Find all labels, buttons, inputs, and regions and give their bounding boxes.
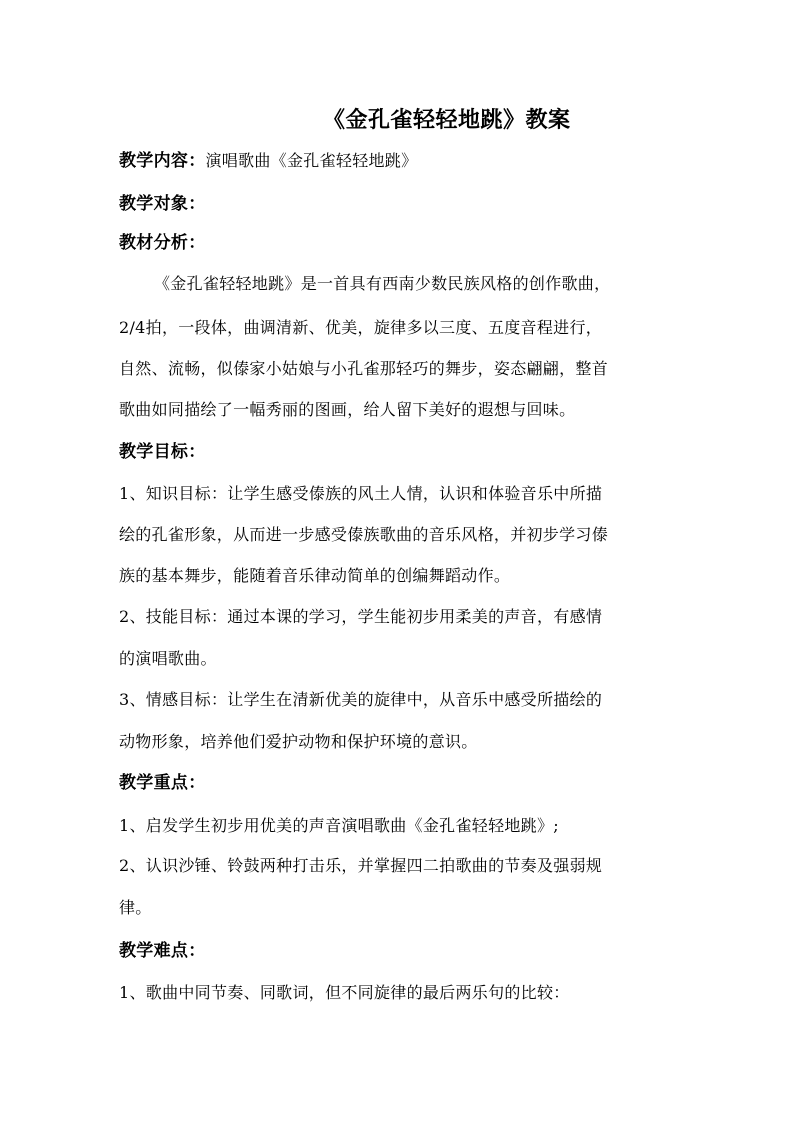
document-title: 《金孔雀轻轻地跳》教案 xyxy=(323,107,571,133)
difficulties-heading: 教学难点： xyxy=(119,941,206,961)
analysis-line: 2/4拍，一段体，曲调清新、优美，旋律多以三度、五度音程进行， xyxy=(119,318,603,337)
goals-line: 2、技能目标：通过本课的学习，学生能初步用柔美的声音，有感情 xyxy=(119,607,603,626)
analysis-heading: 教材分析： xyxy=(119,233,206,253)
analysis-line: 《金孔雀轻轻地跳》是一首具有西南少数民族风格的创作歌曲， xyxy=(154,274,611,293)
analysis-line: 歌曲如同描绘了一幅秀丽的图画，给人留下美好的遐想与回味。 xyxy=(119,400,576,419)
analysis-line: 自然、流畅，似傣家小姑娘与小孔雀那轻巧的舞步，姿态翩翩，整首 xyxy=(119,359,609,378)
goals-heading: 教学目标： xyxy=(119,442,206,462)
key-points-heading: 教学重点： xyxy=(119,773,206,793)
key-points-line: 律。 xyxy=(119,898,152,917)
key-points-line: 2、认识沙锤、铃鼓两种打击乐，并掌握四二拍歌曲的节奏及强弱规 xyxy=(119,856,603,875)
content-row xyxy=(119,150,417,172)
difficulties-line: 1、歌曲中同节奏、同歌词，但不同旋律的最后两乐句的比较： xyxy=(119,983,570,1002)
content-label: 教学内容： xyxy=(119,151,206,171)
goals-line: 的演唱歌曲。 xyxy=(119,649,217,668)
goals-line: 1、知识目标：让学生感受傣族的风土人情，认识和体验音乐中所描 xyxy=(119,484,603,503)
audience-label: 教学对象： xyxy=(119,194,206,214)
goals-line: 动物形象，培养他们爱护动物和保护环境的意识。 xyxy=(119,732,478,751)
goals-line: 族的基本舞步，能随着音乐律动简单的创编舞蹈动作。 xyxy=(119,566,511,585)
goals-line: 绘的孔雀形象，从而进一步感受傣族歌曲的音乐风格，并初步学习傣 xyxy=(119,525,609,544)
goals-line: 3、情感目标：让学生在清新优美的旋律中，从音乐中感受所描绘的 xyxy=(119,690,603,709)
content-value: 演唱歌曲《金孔雀轻轻地跳》 xyxy=(205,151,418,170)
key-points-line: 1、启发学生初步用优美的声音演唱歌曲《金孔雀轻轻地跳》; xyxy=(119,816,559,835)
